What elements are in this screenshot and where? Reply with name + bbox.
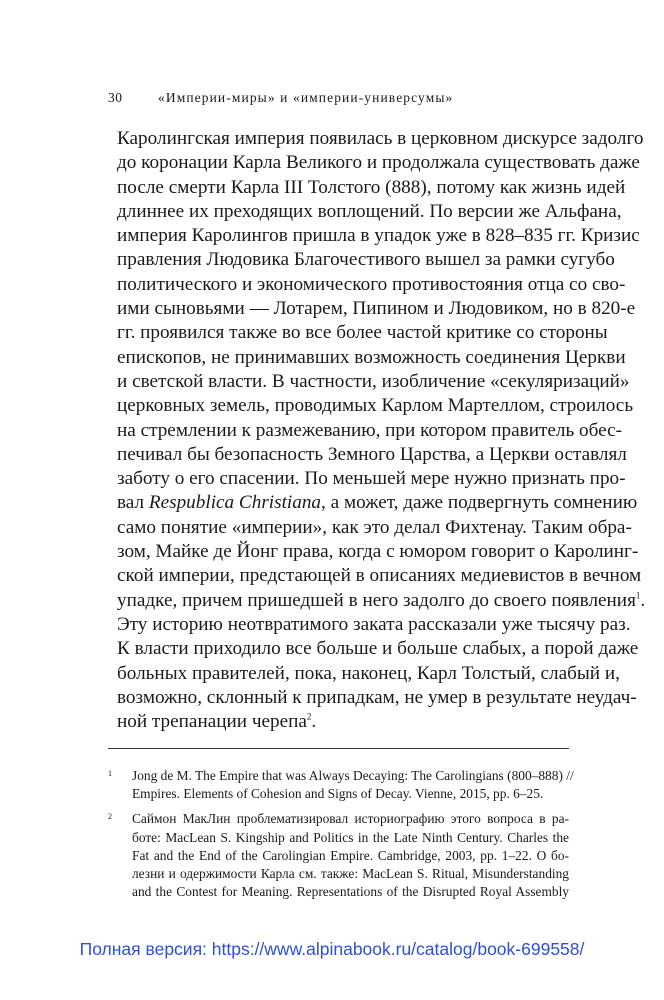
running-header [108, 90, 568, 106]
text-line: политического и экономического противостояния отца со сво- [117, 273, 626, 295]
text-line: Эту историю неотвратимого заката рассказали уже тысячу раз. [117, 613, 631, 635]
footnote-number: 2 [108, 812, 112, 822]
footnote-line: Fat and the End of the Carolingian Empire. Cambridge, 2003, pp. 1–22. О бо- [132, 847, 569, 863]
text-line: возможно, склонный к припадкам, не умер в результате неудач- [117, 686, 637, 708]
text-line: само понятие «империи», как это делал Фихтенау. Таким обра- [117, 516, 632, 538]
main-text [117, 127, 646, 734]
text-line: вал Respublica Christiana, а может, даже подвергнуть сомнению [117, 492, 638, 514]
text-line: зом, Майке де Йонг права, когда с юмором говорит о Каролинг- [117, 541, 639, 563]
footnote-divider [108, 748, 569, 749]
text-line: печивал бы безопасность Земного Царства, а Церкви оставлял [117, 443, 627, 465]
text-line: ими сыновьями — Лотарем, Пипином и Людовиком, но в 820-е [117, 298, 636, 320]
text-line: ской империи, предстающей в описаниях медиевистов в вечном [117, 565, 642, 587]
text-line: империя Каролингов пришла в упадок уже в 828–835 гг. Кризис [117, 225, 640, 247]
text-line: Каролингская империя появилась в церковном дискурсе задолго [117, 128, 644, 149]
text-line: гг. проявился также во все более частой критике со стороны [117, 322, 608, 344]
footnotes [108, 767, 574, 908]
footnote-ref-2[interactable]: 2 [306, 711, 312, 722]
footnote-line: боте: MacLean S. Kingship and Politics in the Late Ninth Century. Charles the [132, 829, 569, 845]
text-line: на стремлении к размежеванию, при котором правитель обес- [117, 419, 623, 441]
text-line: заботу о его спасении. По меньшей мере нужно признать про- [117, 468, 626, 490]
full-version-link[interactable]: Полная версия: https://www.alpinabook.ru/catalog/book-699558/ [79, 939, 585, 959]
text-line: больных правителей, пока, наконец, Карл Толстый, слабый и, [117, 662, 620, 684]
text-line: церковных земель, проводимых Карлом Мартеллом, строилось [117, 395, 634, 417]
footnote-line: Empires. Elements of Cohesion and Signs of Decay. Vienne, 2015, pp. 6–25. [132, 786, 544, 802]
footnote-line: Саймон МакЛин проблематизировал историографию этого вопроса в ра- [132, 811, 569, 827]
running-title: «Империи-миры» и «империи-универсумы» [158, 90, 454, 105]
footnote-ref-1[interactable]: 1 [635, 590, 641, 601]
text-line: К власти приходило все больше и больше слабых, а порой даже [117, 638, 639, 660]
footnote-number: 1 [108, 769, 112, 778]
text-line: епископов, не принимавших возможность соединения Церкви [117, 346, 626, 368]
italic-title: Respublica Christiana [148, 492, 322, 514]
footnote-2 [108, 810, 569, 901]
footnote-line: Jong de M. The Empire that was Always Decaying: The Carolingians (800–888) // [132, 768, 574, 783]
text-line: длиннее их преходящих воплощений. По версии же Альфана, [117, 200, 622, 222]
page-number: 30 [108, 90, 123, 105]
text-line: до коронации Карла Великого и продолжала существовать даже [117, 152, 640, 174]
footnote-line: лезни и одержимости Карла см. также: MacLean S. Ritual, Misunderstanding [132, 865, 569, 881]
text-line: упадке, причем пришедшей в него задолго до своего появления$^1$. [117, 589, 646, 611]
footnote-1 [108, 767, 574, 803]
footnote-line: and the Contest for Meaning. Representations of the Disrupted Royal Assembly [132, 884, 569, 900]
text-line: после смерти Карла III Толстого (888), потому как жизнь идей [117, 176, 626, 198]
text-line: и светской власти. В частности, изобличение «секуляризаций» [117, 370, 630, 392]
text-line: ной трепанации черепа$^2$. [117, 711, 317, 733]
text-line: правления Людовика Благочестивого вышел за рамки сугубо [117, 249, 615, 271]
